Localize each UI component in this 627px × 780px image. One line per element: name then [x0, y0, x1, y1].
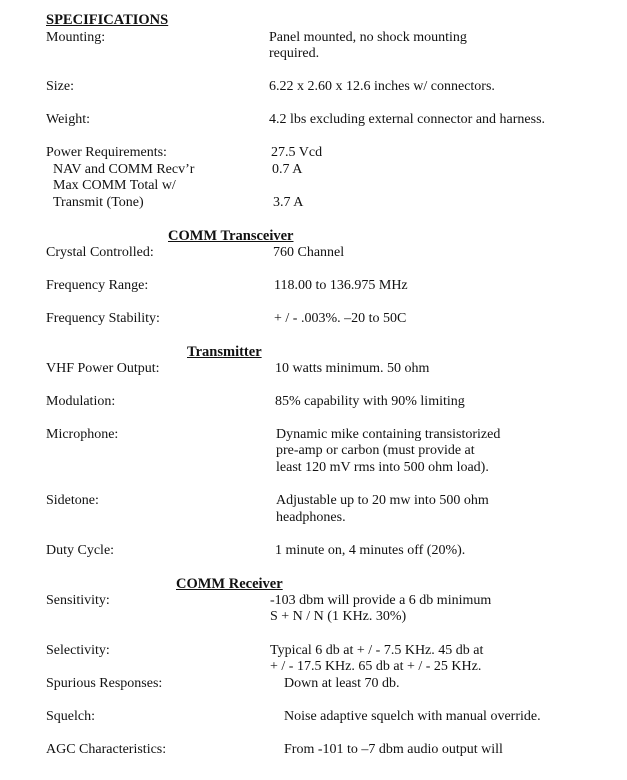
crystal-label: Crystal Controlled:: [46, 245, 154, 260]
comm-receiver-heading: COMM Receiver: [176, 576, 283, 592]
mounting-value-line1: Panel mounted, no shock mounting: [269, 30, 467, 45]
max-comm-label-line2: Transmit (Tone): [53, 195, 144, 210]
frequency-range-label: Frequency Range:: [46, 278, 149, 293]
mounting-value-line2: required.: [269, 46, 320, 61]
weight-label: Weight:: [46, 112, 90, 127]
microphone-value-line2: pre-amp or carbon (must provide at: [276, 443, 475, 458]
frequency-range-value: 118.00 to 136.975 MHz: [274, 278, 408, 293]
vhf-power-value: 10 watts minimum. 50 ohm: [275, 361, 430, 376]
microphone-value-line3: least 120 mV rms into 500 ohm load).: [276, 460, 489, 475]
power-value: 27.5 Vcd: [271, 145, 323, 160]
modulation-label: Modulation:: [46, 394, 116, 409]
selectivity-label: Selectivity:: [46, 643, 110, 658]
agc-value: From -101 to –7 dbm audio output will: [284, 742, 503, 757]
frequency-stability-label: Frequency Stability:: [46, 311, 160, 326]
frequency-stability-value: + / - .003%. –20 to 50C: [274, 311, 407, 326]
sidetone-value-line1: Adjustable up to 20 mw into 500 ohm: [276, 493, 489, 508]
nav-comm-value: 0.7 A: [272, 162, 303, 177]
sidetone-value-line2: headphones.: [276, 510, 346, 525]
power-label: Power Requirements:: [46, 145, 167, 160]
squelch-label: Squelch:: [46, 709, 95, 724]
sidetone-label: Sidetone:: [46, 493, 99, 508]
weight-value: 4.2 lbs excluding external connector and harness.: [269, 112, 546, 127]
agc-label: AGC Characteristics:: [46, 742, 167, 757]
nav-comm-label: NAV and COMM Recv’r: [53, 162, 195, 177]
vhf-power-label: VHF Power Output:: [46, 361, 160, 376]
sensitivity-value-line1: -103 dbm will provide a 6 db minimum: [270, 593, 492, 608]
size-value: 6.22 x 2.60 x 12.6 inches w/ connectors.: [269, 79, 495, 94]
specifications-heading: SPECIFICATIONS: [46, 12, 169, 28]
duty-cycle-label: Duty Cycle:: [46, 543, 115, 558]
max-comm-value: 3.7 A: [273, 195, 304, 210]
microphone-label: Microphone:: [46, 427, 119, 442]
duty-cycle-value: 1 minute on, 4 minutes off (20%).: [275, 543, 466, 558]
transmitter-heading: Transmitter: [187, 344, 262, 360]
selectivity-value-line2: + / - 17.5 KHz. 65 db at + / - 25 KHz.: [270, 659, 482, 674]
spurious-value: Down at least 70 db.: [284, 676, 400, 691]
squelch-value: Noise adaptive squelch with manual override.: [284, 709, 541, 724]
microphone-value-line1: Dynamic mike containing transistorized: [276, 427, 501, 442]
sensitivity-value-line2: S + N / N (1 KHz. 30%): [270, 609, 407, 624]
selectivity-value-line1: Typical 6 db at + / - 7.5 KHz. 45 db at: [270, 643, 484, 658]
crystal-value: 760 Channel: [273, 245, 345, 260]
mounting-label: Mounting:: [46, 30, 106, 45]
sensitivity-label: Sensitivity:: [46, 593, 110, 608]
max-comm-label-line1: Max COMM Total w/: [53, 178, 176, 193]
comm-transceiver-heading: COMM Transceiver: [168, 228, 294, 244]
size-label: Size:: [46, 79, 74, 94]
spurious-label: Spurious Responses:: [46, 676, 163, 691]
modulation-value: 85% capability with 90% limiting: [275, 394, 465, 409]
